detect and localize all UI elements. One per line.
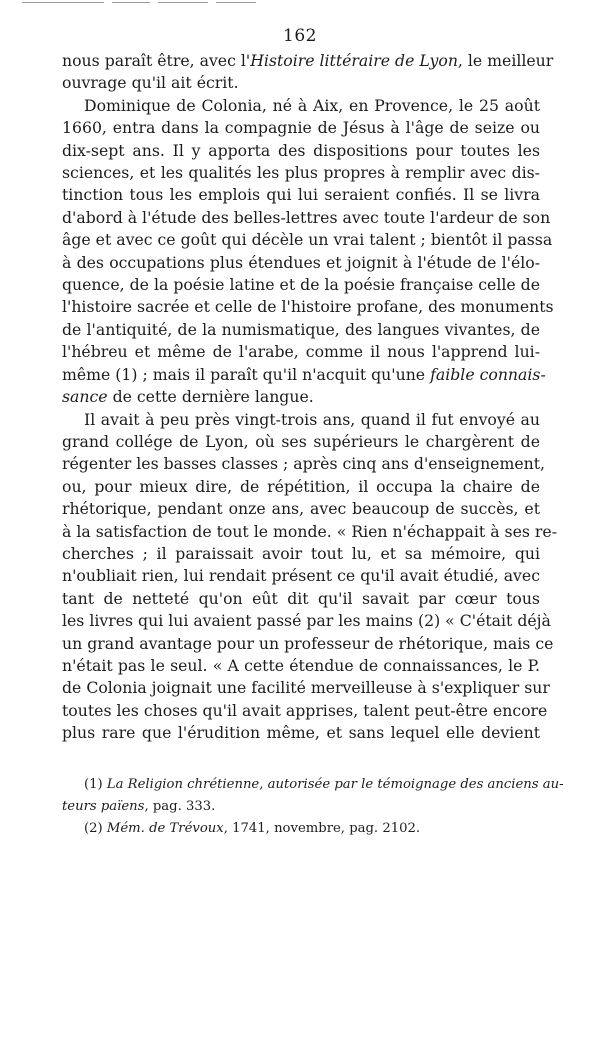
text-line: grand collége de Lyon, où ses supérieurs le chargèrent de: [62, 431, 540, 451]
text-line: Dominique de Colonia, né à Aix, en Provence, le 25 août: [84, 95, 540, 115]
footnote: [62, 818, 540, 840]
text-line: Il avait à peu près vingt-trois ans, quand il fut envoyé au: [84, 409, 540, 429]
text-line: ou, pour mieux dire, de répétition, il occupa la chaire de: [62, 476, 540, 496]
text-line: 1660, entra dans la compagnie de Jésus à l'âge de seize ou: [62, 118, 540, 138]
text-line: même (1) ; mais il paraît qu'il n'acquit qu'une faible connais-: [62, 364, 546, 384]
italic-text: sance: [62, 387, 108, 407]
text-line: de l'antiquité, de la numismatique, des langues vivantes, de: [62, 319, 540, 339]
text-line: à des occupations plus étendues et joignit à l'étude de l'élo-: [62, 252, 540, 272]
text-line: tant de netteté qu'on eût dit qu'il savait par cœur tous: [62, 588, 540, 608]
text-line: n'était pas le seul. « A cette étendue de connaissances, le P.: [62, 655, 540, 675]
italic-text: faible connais-: [430, 364, 546, 384]
italic-text: Histoire littéraire de Lyon: [250, 51, 458, 70]
paragraph: [62, 409, 558, 745]
text-line: cherches ; il paraissait avoir tout lu, et sa mémoire, qui: [62, 543, 540, 563]
text-line: un grand avantage pour un professeur de rhétorique, mais ce: [62, 633, 554, 653]
text-line: l'histoire sacrée et celle de l'histoire profane, des monuments: [62, 297, 554, 317]
footnote: [62, 774, 564, 818]
text-line: toutes les choses qu'il avait apprises, talent peut-être encore: [62, 700, 548, 720]
italic-text: autorisée par le témoignage des anciens au-: [267, 777, 564, 792]
text-line: quence, de la poésie latine et de la poésie française celle de: [62, 275, 540, 295]
text-line: sance de cette dernière langue.: [62, 387, 314, 407]
page-number: 162: [283, 26, 317, 46]
body-text: [62, 50, 558, 745]
text-line: plus rare que l'érudition même, et sans lequel elle devient: [62, 723, 540, 743]
italic-text: Mém. de Trévoux: [106, 821, 224, 836]
text-line: d'abord à l'étude des belles-lettres avec toute l'ardeur de son: [62, 207, 551, 227]
italic-text: teurs païens: [62, 799, 145, 814]
text-line: sciences, et les qualités les plus propres à remplir avec dis-: [62, 163, 540, 183]
paragraph: [62, 95, 554, 409]
text-line: n'oubliait rien, lui rendait présent ce qu'il avait étudié, avec: [62, 566, 540, 586]
footnotes: [62, 774, 564, 840]
text-line: à la satisfaction de tout le monde. « Rien n'échappait à ses re-: [62, 521, 558, 541]
text-line: régenter les basses classes ; après cinq ans d'enseignement,: [62, 454, 546, 474]
text-line: dix-sept ans. Il y apporta des dispositions pour toutes les: [62, 140, 540, 160]
text-line: les livres qui lui avaient passé par les mains (2) « C'était déjà: [62, 611, 551, 631]
text-line: l'hébreu et même de l'arabe, comme il nous l'apprend lui-: [62, 342, 540, 362]
text-line: ouvrage qu'il ait écrit.: [62, 73, 239, 93]
footnote-line: (1) La Religion chrétienne, autorisée par le témoignage des anciens au-: [84, 777, 564, 792]
text-line: nous paraît être, avec l'Histoire littéraire de Lyon, le meilleur: [62, 51, 554, 70]
paragraph: [62, 50, 554, 95]
footnote-line: teurs païens, pag. 333.: [62, 799, 216, 814]
text-line: tinction tous les emplois qui lui seraient confiés. Il se livra: [62, 185, 540, 205]
footnote-line: (2) Mém. de Trévoux, 1741, novembre, pag. 2102.: [84, 821, 421, 836]
text-line: âge et avec ce goût qui décèle un vrai talent ; bientôt il passa: [62, 230, 553, 250]
top-rule: [0, 2, 600, 4]
text-line: de Colonia joignait une facilité merveilleuse à s'expliquer sur: [62, 678, 550, 698]
text-line: rhétorique, pendant onze ans, avec beaucoup de succès, et: [62, 499, 540, 519]
italic-text: La Religion chrétienne: [106, 777, 260, 792]
